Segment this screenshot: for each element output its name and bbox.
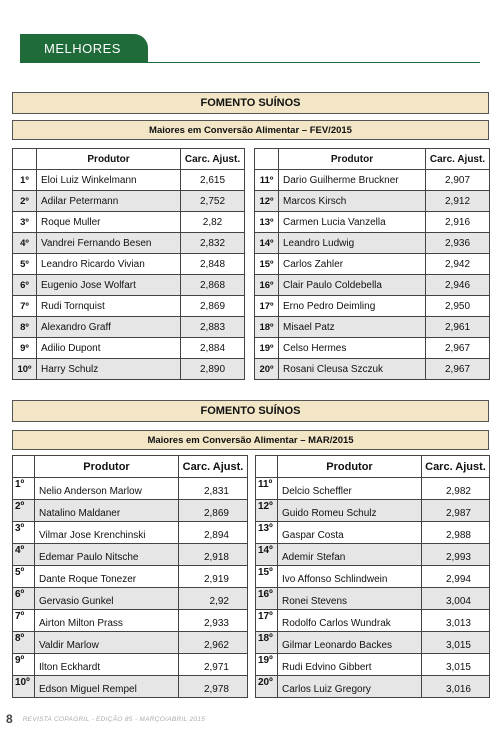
block2-table-right [255, 455, 490, 698]
rank-cell: 15º [256, 566, 278, 588]
value-cell: 2,615 [181, 170, 245, 191]
rank-cell: 19º [255, 338, 279, 359]
rank-cell: 4º [13, 544, 35, 566]
producer-name: Natalino Maldaner [35, 500, 179, 522]
producer-name: Gaspar Costa [278, 522, 422, 544]
value-cell: 2,890 [181, 359, 245, 380]
col-value: Carc. Ajust. [181, 149, 245, 170]
block1-title: FOMENTO SUÍNOS [12, 92, 489, 114]
producer-name: Valdir Marlow [35, 632, 179, 654]
producer-name: Dante Roque Tonezer [35, 566, 179, 588]
value-cell: 2,962 [179, 632, 248, 654]
table-row [255, 275, 490, 296]
table-row [255, 212, 490, 233]
value-cell: 2,982 [422, 478, 490, 500]
rank-cell: 20º [255, 359, 279, 380]
table-row [255, 296, 490, 317]
rank-cell: 10º [13, 359, 37, 380]
rank-cell: 12º [255, 191, 279, 212]
producer-name: Alexandro Graff [37, 317, 181, 338]
col-producer: Produtor [278, 456, 422, 478]
value-cell: 2,967 [426, 359, 490, 380]
table-row [255, 170, 490, 191]
table-row [13, 610, 248, 632]
producer-name: Roque Muller [37, 212, 181, 233]
producer-name: Marcos Kirsch [279, 191, 426, 212]
producer-name: Vilmar Jose Krenchinski [35, 522, 179, 544]
table-row [13, 212, 245, 233]
value-cell: 2,933 [179, 610, 248, 632]
value-cell: 2,942 [426, 254, 490, 275]
producer-name: Leandro Ricardo Vivian [37, 254, 181, 275]
table-row [256, 676, 490, 698]
value-cell: 2,918 [179, 544, 248, 566]
rank-cell: 8º [13, 632, 35, 654]
table-row [13, 233, 245, 254]
producer-name: Rudi Tornquist [37, 296, 181, 317]
value-cell: 2,993 [422, 544, 490, 566]
producer-name: Carmen Lucia Vanzella [279, 212, 426, 233]
value-cell: 2,916 [426, 212, 490, 233]
value-cell: 2,92 [179, 588, 248, 610]
value-cell: 2,919 [179, 566, 248, 588]
value-cell: 2,848 [181, 254, 245, 275]
producer-name: Gilmar Leonardo Backes [278, 632, 422, 654]
value-cell: 2,868 [181, 275, 245, 296]
table-row [13, 359, 245, 380]
rank-cell: 14º [256, 544, 278, 566]
table-header [256, 456, 490, 478]
table-row [13, 170, 245, 191]
block1-subtitle: Maiores em Conversão Alimentar – FEV/2015 [12, 120, 489, 140]
producer-name: Ronei Stevens [278, 588, 422, 610]
value-cell: 2,912 [426, 191, 490, 212]
table-row [13, 654, 248, 676]
block1-table-left [12, 148, 245, 380]
col-value: Carc. Ajust. [179, 456, 248, 478]
table-row [255, 338, 490, 359]
producer-name: Delcio Scheffler [278, 478, 422, 500]
table-row [255, 191, 490, 212]
table-row [255, 359, 490, 380]
rank-cell: 18º [255, 317, 279, 338]
producer-name: Nelio Anderson Marlow [35, 478, 179, 500]
rank-cell: 12º [256, 500, 278, 522]
producer-name: Rudi Edvino Gibbert [278, 654, 422, 676]
table-row [256, 610, 490, 632]
col-producer: Produtor [279, 149, 426, 170]
producer-name: Vandrei Fernando Besen [37, 233, 181, 254]
rank-cell: 6º [13, 275, 37, 296]
table-row [13, 317, 245, 338]
table-row [256, 566, 490, 588]
producer-name: Carlos Luiz Gregory [278, 676, 422, 698]
table-row [13, 500, 248, 522]
col-producer: Produtor [35, 456, 179, 478]
table-row [13, 632, 248, 654]
block2-title: FOMENTO SUÍNOS [12, 400, 489, 422]
value-cell: 2,967 [426, 338, 490, 359]
block2-table-left [12, 455, 248, 698]
producer-name: Airton Milton Prass [35, 610, 179, 632]
value-cell: 2,946 [426, 275, 490, 296]
producer-name: Ademir Stefan [278, 544, 422, 566]
rank-cell: 14º [255, 233, 279, 254]
rank-cell: 4º [13, 233, 37, 254]
rank-cell: 7º [13, 296, 37, 317]
col-value: Carc. Ajust. [422, 456, 490, 478]
value-cell: 2,961 [426, 317, 490, 338]
producer-name: Ilton Eckhardt [35, 654, 179, 676]
table-row [13, 522, 248, 544]
rank-cell: 16º [255, 275, 279, 296]
table-row [256, 654, 490, 676]
rank-cell: 8º [13, 317, 37, 338]
producer-name: Carlos Zahler [279, 254, 426, 275]
table-header [13, 149, 245, 170]
table-row [13, 338, 245, 359]
value-cell: 2,994 [422, 566, 490, 588]
rank-cell: 3º [13, 522, 35, 544]
rank-cell: 13º [256, 522, 278, 544]
table-row [256, 478, 490, 500]
producer-name: Rodolfo Carlos Wundrak [278, 610, 422, 632]
rank-cell: 10º [13, 676, 35, 698]
section-title: MELHORES [44, 40, 121, 56]
rank-cell: 11º [256, 478, 278, 500]
table-row [13, 566, 248, 588]
producer-name: Guido Romeu Schulz [278, 500, 422, 522]
value-cell: 2,950 [426, 296, 490, 317]
producer-name: Edson Miguel Rempel [35, 676, 179, 698]
producer-name: Adilio Dupont [37, 338, 181, 359]
value-cell: 3,016 [422, 676, 490, 698]
value-cell: 2,752 [181, 191, 245, 212]
section-tab [20, 34, 148, 62]
table-row [13, 254, 245, 275]
producer-name: Eugenio Jose Wolfart [37, 275, 181, 296]
producer-name: Celso Hermes [279, 338, 426, 359]
rank-cell: 2º [13, 500, 35, 522]
value-cell: 2,936 [426, 233, 490, 254]
table-row [13, 275, 245, 296]
rank-cell: 17º [255, 296, 279, 317]
table-row [256, 500, 490, 522]
value-cell: 2,884 [181, 338, 245, 359]
rank-cell: 5º [13, 566, 35, 588]
rank-cell: 1º [13, 170, 37, 191]
col-producer: Produtor [37, 149, 181, 170]
value-cell: 3,004 [422, 588, 490, 610]
rank-cell: 9º [13, 338, 37, 359]
value-cell: 2,987 [422, 500, 490, 522]
table-row [13, 676, 248, 698]
table-row [13, 544, 248, 566]
producer-name: Rosani Cleusa Szczuk [279, 359, 426, 380]
rank-cell: 15º [255, 254, 279, 275]
table-row [256, 588, 490, 610]
rank-cell: 13º [255, 212, 279, 233]
producer-name: Clair Paulo Coldebella [279, 275, 426, 296]
table-header [255, 149, 490, 170]
value-cell: 3,015 [422, 654, 490, 676]
table-row [256, 522, 490, 544]
value-cell: 3,013 [422, 610, 490, 632]
table-row [13, 296, 245, 317]
producer-name: Dario Guilherme Bruckner [279, 170, 426, 191]
value-cell: 3,015 [422, 632, 490, 654]
value-cell: 2,82 [181, 212, 245, 233]
table-header [13, 456, 248, 478]
rank-cell: 1º [13, 478, 35, 500]
producer-name: Ivo Affonso Schlindwein [278, 566, 422, 588]
value-cell: 2,988 [422, 522, 490, 544]
rank-cell: 19º [256, 654, 278, 676]
value-cell: 2,894 [179, 522, 248, 544]
rank-cell: 6º [13, 588, 35, 610]
value-cell: 2,869 [181, 296, 245, 317]
value-cell: 2,907 [426, 170, 490, 191]
rank-cell: 7º [13, 610, 35, 632]
value-cell: 2,832 [181, 233, 245, 254]
rank-cell: 9º [13, 654, 35, 676]
rank-cell: 20º [256, 676, 278, 698]
table-row [256, 632, 490, 654]
rank-cell: 2º [13, 191, 37, 212]
table-row [13, 191, 245, 212]
value-cell: 2,831 [179, 478, 248, 500]
table-row [13, 478, 248, 500]
value-cell: 2,978 [179, 676, 248, 698]
footer-text: REVISTA COPAGRIL - EDIÇÃO 85 - MARÇO/ABRIL 2015 [22, 715, 206, 723]
rank-cell: 5º [13, 254, 37, 275]
producer-name: Gervasio Gunkel [35, 588, 179, 610]
page-footer [6, 712, 205, 726]
producer-name: Erno Pedro Deimling [279, 296, 426, 317]
producer-name: Leandro Ludwig [279, 233, 426, 254]
producer-name: Harry Schulz [37, 359, 181, 380]
value-cell: 2,971 [179, 654, 248, 676]
block1-table-right [254, 148, 490, 380]
col-value: Carc. Ajust. [426, 149, 490, 170]
value-cell: 2,869 [179, 500, 248, 522]
page-number: 8 [6, 712, 13, 726]
table-row [13, 588, 248, 610]
producer-name: Adilar Petermann [37, 191, 181, 212]
rank-cell: 11º [255, 170, 279, 191]
table-row [255, 254, 490, 275]
table-row [256, 544, 490, 566]
rank-cell: 16º [256, 588, 278, 610]
producer-name: Eloi Luiz Winkelmann [37, 170, 181, 191]
rank-cell: 3º [13, 212, 37, 233]
table-row [255, 317, 490, 338]
producer-name: Misael Patz [279, 317, 426, 338]
section-rule [20, 62, 480, 63]
rank-cell: 17º [256, 610, 278, 632]
table-row [255, 233, 490, 254]
rank-cell: 18º [256, 632, 278, 654]
block2-subtitle: Maiores em Conversão Alimentar – MAR/2015 [12, 430, 489, 450]
producer-name: Edemar Paulo Nitsche [35, 544, 179, 566]
value-cell: 2,883 [181, 317, 245, 338]
